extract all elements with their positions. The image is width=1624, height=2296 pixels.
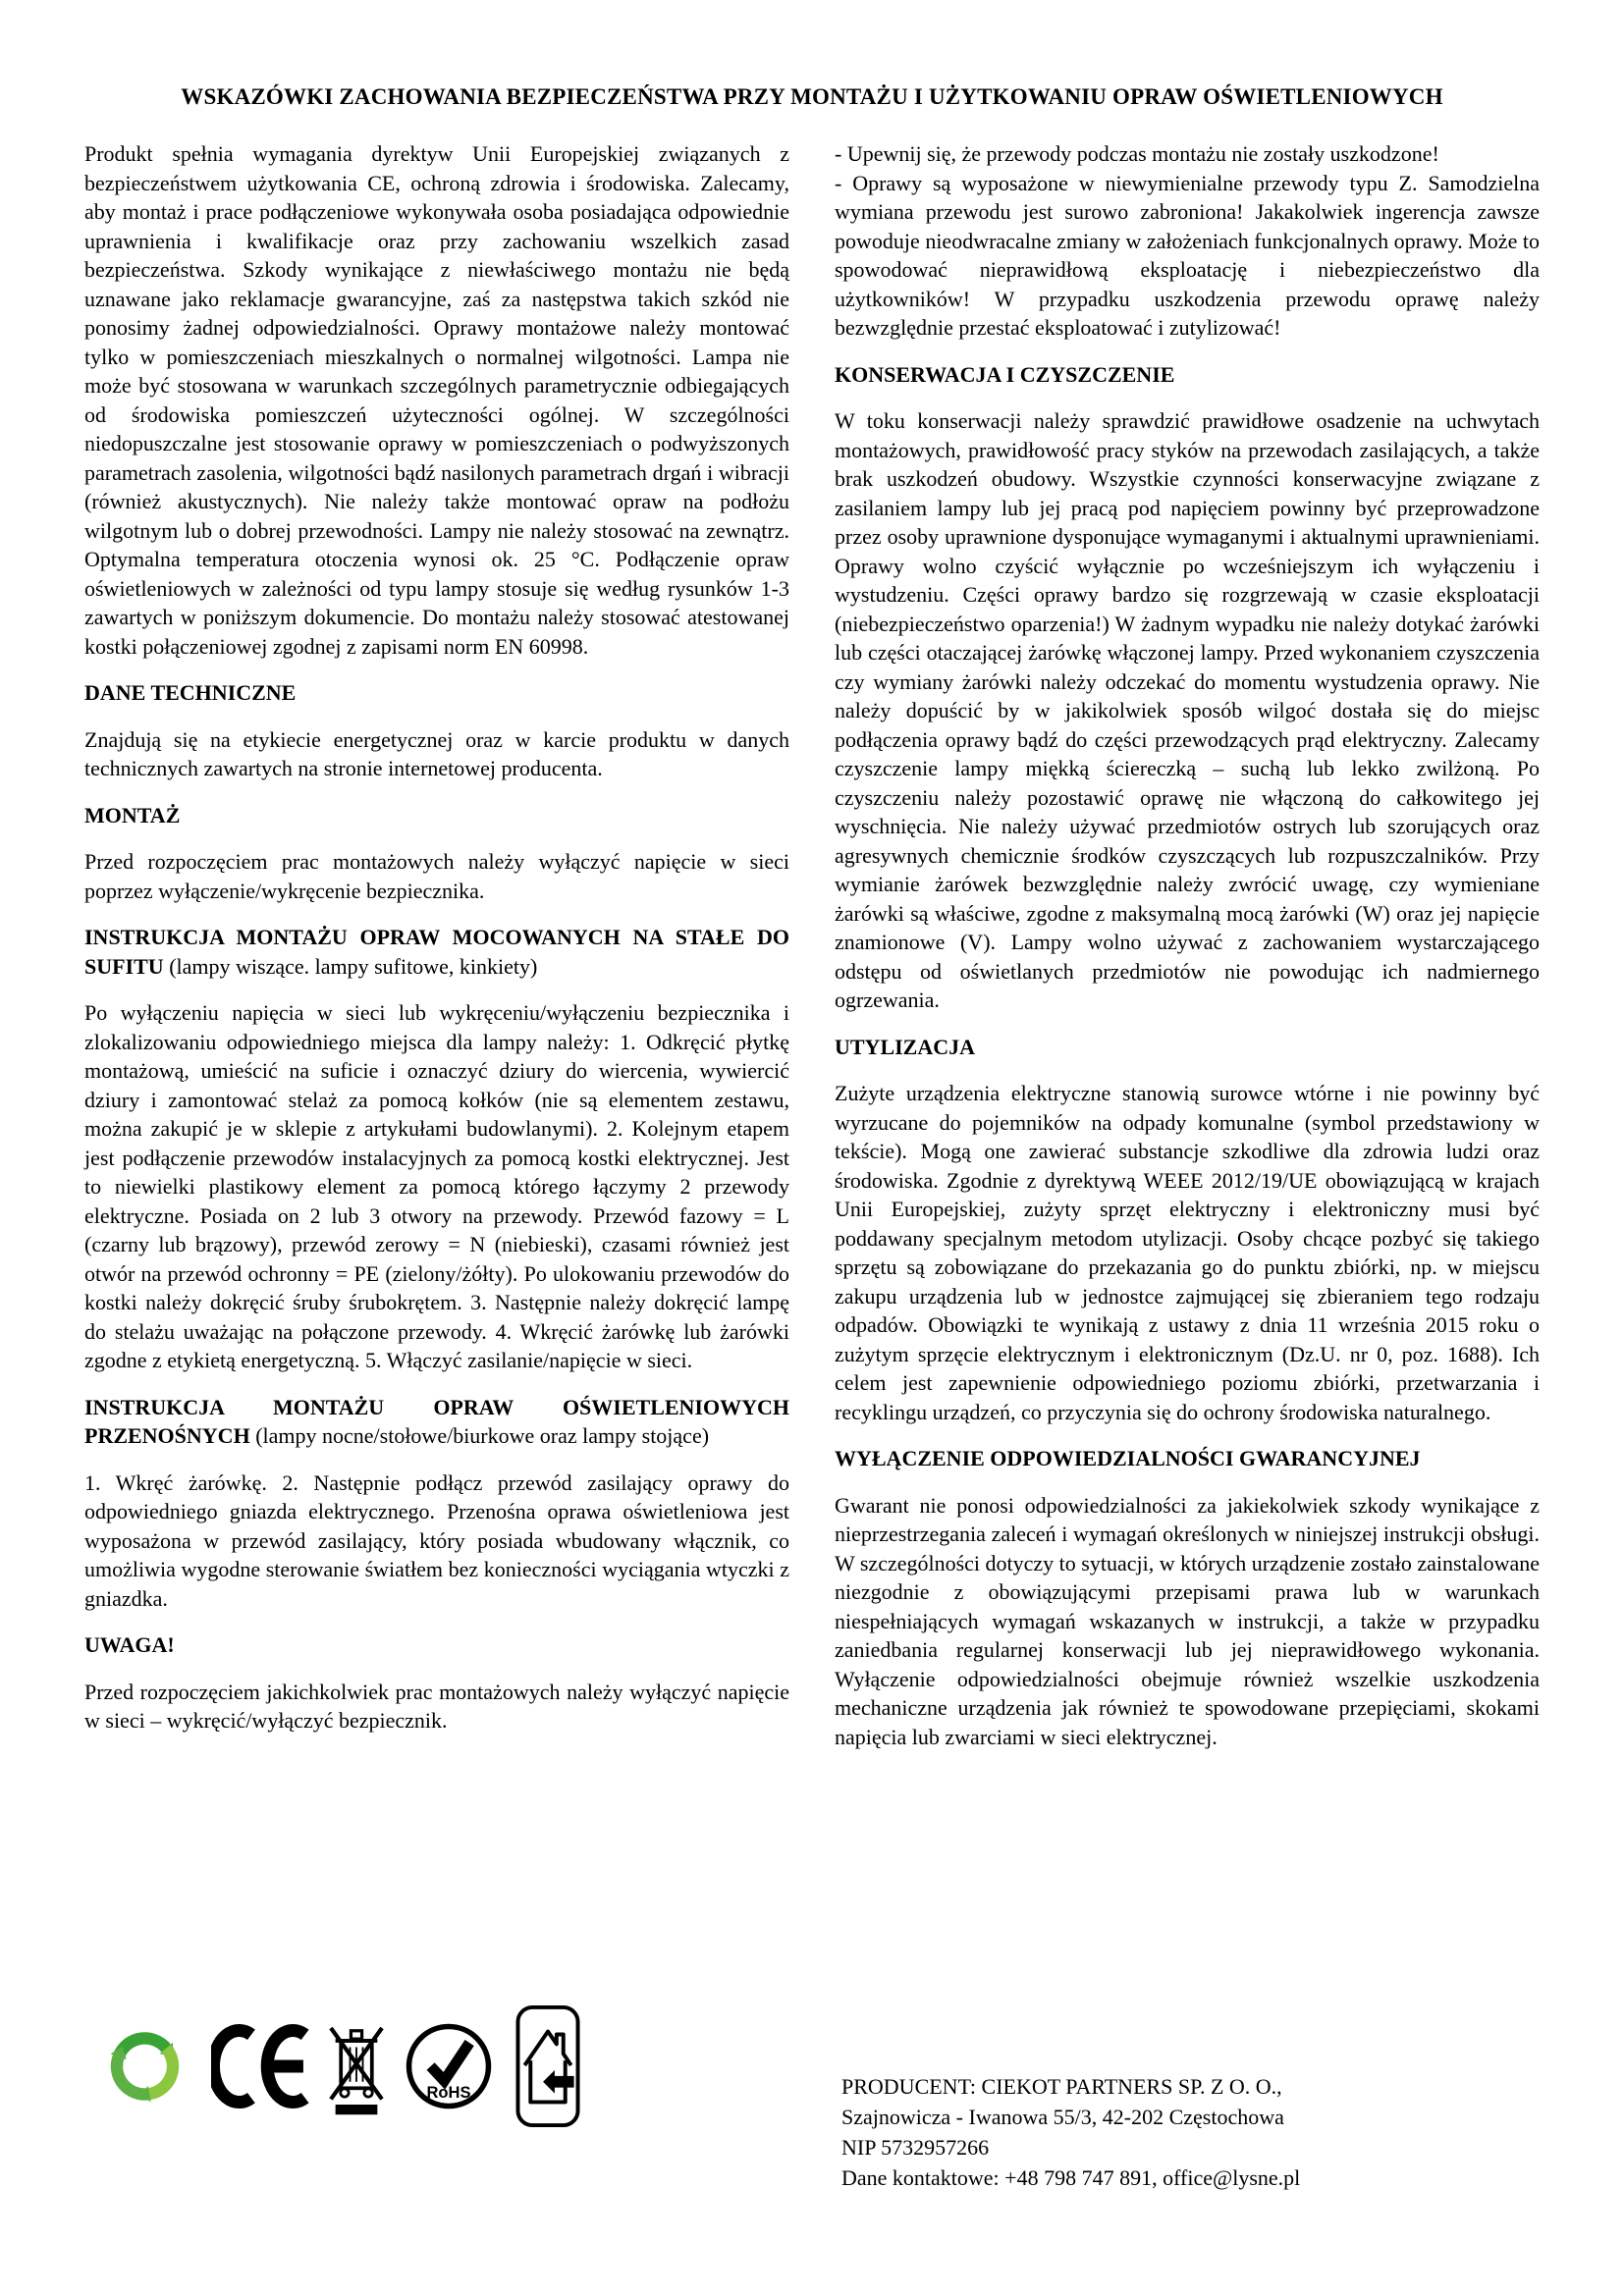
producer-block-wrapper: [841, 1995, 1540, 2193]
weee-crossed-bin-icon: [329, 2015, 384, 2117]
section-heading-przenosne-bold: INSTRUKCJA MONTAŻU OPRAW OŚWIETLENIOWYCH PRZENOŚNYCH: [84, 1394, 789, 1448]
section-heading-sufit-bold: INSTRUKCJA MONTAŻU OPRAW MOCOWANYCH NA STAŁE DO SUFITU: [84, 925, 789, 979]
producer-nip: NIP 5732957266: [841, 2135, 990, 2160]
section-heading-utylizacja: UTYLIZACJA: [835, 1034, 976, 1059]
sufit-paragraph: Po wyłączeniu napięcia w sieci lub wykręceniu/wyłączeniu bezpiecznika i zlokalizowaniu odpowiedniego miejsca dla lampy należy: 1. Odkręcić płytkę montażową, umieścić na suficie i oznaczyć dziury do wiercenia, wywiercić dziury i zamontować stelaż za pomocą kołków (nie są elementem zestawu, można zakupić je w sklepie z artykułami budowlanymi). 2. Kolejnym etapem jest podłączenie przewodów instalacyjnych za pomocą kostki elektrycznej. Jest to niewielki plastikowy element za pomocą którego łączymy 2 przewody elektryczne. Posiada on 2 lub 3 otwory na przewody. Przewód fazowy = L (czarny lub brązowy), przewód zerowy = N (niebieski), czasami również jest otwór na przewód ochronny = PE (zielony/żółty). Po ulokowaniu przewodów do kostki należy dokręcić śruby śrubokrętem. 3. Następnie należy dokręcić lampę do stelażu uważając na połączone przewody. 4. Wkręcić żarówkę lub żarówki zgodne z etykietą energetyczną. 5. Włączyć zasilanie/napięcie w sieci.: [84, 1000, 789, 1372]
ce-mark-icon: [211, 2022, 309, 2110]
rohs-label: RoHS: [426, 2082, 471, 2102]
producer-contact: Dane kontaktowe: +48 798 747 891, office@lysne.pl: [841, 2165, 1301, 2190]
gwarancja-paragraph: Gwarant nie ponosi odpowiedzialności za jakiekolwiek szkody wynikające z nieprzestrzegania zaleceń i wymagań określonych w niniejszej instrukcji obsługi. W szczególności dotyczy to sytuacji, w których urządzenie zostało zainstalowane niezgodnie z obowiązującymi przepisami prawa lub w warunkach niespełniających wymagań wskazanych w instrukcji, a także w przypadku zaniedbania regularnej konserwacji lub jej nieprawidłowego wykonania. Wyłączenie odpowiedzialności obejmuje również wszelkie uszkodzenia mechaniczne urządzenia jak również te spowodowane przepięciami, skokami napięcia lub zwarciami w sieci elektrycznej.: [835, 1492, 1540, 1749]
dane-techniczne-paragraph: Znajdują się na etykiecie energetycznej oraz w karcie produktu w danych technicznych zawartych na stronie internetowej producenta.: [84, 726, 789, 780]
producer-block: [841, 2071, 1540, 2193]
intro-paragraph: Produkt spełnia wymagania dyrektyw Unii Europejskiej związanych z bezpieczeństwem użytkowania CE, ochroną zdrowia i środowiska. Zalecamy, aby montaż i prace podłączeniowe wykonywała osoba posiadająca odpowiednie uprawnienia i kwalifikacje oraz przy zachowaniu wszelkich zasad bezpieczeństwa. Szkody wynikające z niewłaściwego montażu nie będą uznawane jako reklamacje gwarancyjne, zaś za następstwa takich szkód nie ponosimy żadnej odpowiedzialności. Oprawy montażowe należy montować tylko w pomieszczeniach mieszkalnych o normalnej wilgotności. Lampa nie może być stosowana w warunkach szczególnych parametrycznie odbiegających od środowiska pomieszczeń użyteczności ogólnej. W szczególności niedopuszczalne jest stosowanie oprawy w pomieszczeniach o podwyższonych parametrach zasolenia, wilgotności bądź nasilonych parametrach drgań i wibracji (również akustycznych). Nie należy także montować opraw na podłożu wilgotnym lub o dobrej przewodności. Lampy nie należy stosować na zewnątrz. Optymalna temperatura otoczenia wynosi ok. 25 °C. Podłączenie opraw oświetleniowych w zależności od typu lampy stosuje się według rysunków 1-3 zawartych w poniższym dokumencie. Do montażu należy stosować atestowanej kostki połączeniowej zgodnej z zapisami norm EN 60998.: [84, 141, 789, 659]
recycling-icon: [98, 2011, 191, 2121]
konserwacja-paragraph: W toku konserwacji należy sprawdzić prawidłowe osadzenie na uchwytach montażowych, prawidłowość pracy styków na przewodach zasilających, a także brak uszkodzeń obudowy. Wszystkie czynności konserwacyjne związane z zasilaniem lampy lub jej pracą pod napięciem powinny być przeprowadzone przez osoby uprawnione dysponujące wymaganymi i aktualnymi uprawnieniami. Oprawy wolno czyścić wyłącznie po wcześniejszym ich wyłączeniu i wystudzeniu. Części oprawy bardzo się rozgrzewają w czasie eksploatacji (niebezpieczeństwo oparzenia!) W żadnym wypadku nie należy dotykać żarówki lub części otaczającej żarówkę włączonej lampy. Przed wykonaniem czyszczenia czy wymiany żarówki należy odczekać do momentu wystudzenia oprawy. Nie należy dopuścić by w jakikolwiek sposób wilgoć dostała się do miejsc podłączenia oprawy bądź do części przewodzących prąd elektryczny. Zalecamy czyszczenie lampy miękką ściereczką – suchą lub lekko zwilżoną. Po czyszczeniu należy pozostawić oprawę nie włączoną do całkowitego jej wyschnięcia. Nie należy używać przedmiotów ostrych lub szorujących oraz agresywnych chemicznie środków czyszczących lub rozpuszczalników. Przy wymianie żarówek bezwzględnie należy zwrócić uwagę, czy wymieniane żarówki są właściwe, zgodne z maksymalną mocą żarówki (W) oraz jej napięcie znamionowe (V). Lampy wolno używać z zachowaniem wystarczającego odstępu od oświetlanych przedmiotów nie powodując ich nadmiernego ogrzewania.: [835, 408, 1540, 1012]
montaz-paragraph: Przed rozpoczęciem prac montażowych należy wyłączyć napięcie w sieci poprzez wyłączenie/wykręcenie bezpiecznika.: [84, 849, 789, 903]
footer: [84, 1995, 1540, 2193]
utylizacja-paragraph: Zużyte urządzenia elektryczne stanowią surowce wtórne i nie powinny być wyrzucane do pojemników na odpady komunalne (symbol przedstawiony w tekście). Mogą one zawierać substancje szkodliwe dla zdrowia ludzi oraz środowiska. Zgodnie z dyrektywą WEEE 2012/19/UE obowiązującą w krajach Unii Europejskiej, zużyty sprzęt elektryczny i elektroniczny musi być poddawany specjalnym metodom utylizacji. Osoby chcące pozbyć się takiego sprzętu są zobowiązane do przekazania go do punktu zbiórki, np. w miejscu zakupu urządzenia lub w jednostce zajmującej się zbieraniem tego rodzaju odpadów. Obowiązki te wynikają z ustawy z dnia 11 września 2015 roku o zużytym sprzęcie elektrycznym i elektronicznym (Dz.U. nr 0, poz. 1688). Ich celem jest zapewnienie odpowiedniego poziomu zbiórki, przetwarzania i recyklingu urządzeń, co przyczynia się do ochrony środowiska naturalnego.: [835, 1081, 1540, 1424]
section-heading-przenosne: [84, 1393, 789, 1451]
section-heading-montaz: MONTAŻ: [84, 802, 181, 828]
document-title: WSKAZÓWKI ZACHOWANIA BEZPIECZEŃSTWA PRZY MONTAŻU I UŻYTKOWANIU OPRAW OŚWIETLENIOWYCH: [181, 84, 1443, 109]
producer-address: Szajnowicza - Iwanowa 55/3, 42-202 Częstochowa: [841, 2105, 1284, 2129]
section-heading-uwaga: UWAGA!: [84, 1632, 175, 1657]
section-heading-przenosne-note: (lampy nocne/stołowe/biurkowe oraz lampy stojące): [249, 1423, 710, 1448]
section-heading-sufit: [84, 923, 789, 981]
section-heading-dane-techniczne: DANE TECHNICZNE: [84, 680, 297, 705]
right-column: [835, 139, 1540, 1769]
przenosne-paragraph: 1. Wkręć żarówkę. 2. Następnie podłącz przewód zasilający oprawy do odpowiedniego gniazda elektrycznego. Przenośna oprawa oświetleniowa jest wyposażona w przewód zasilający, który posiada wbudowany włącznik, co umożliwia wygodne sterowanie światłem bez konieczności wyciągania wtyczki z gniazdka.: [84, 1469, 789, 1611]
section-heading-sufit-note: (lampy wiszące. lampy sufitowe, kinkiety): [163, 953, 538, 979]
warning-bullet-2: - Oprawy są wyposażone w niewymienialne przewody typu Z. Samodzielna wymiana przewodu jest surowo zabroniona! Jakakolwiek ingerencja zawsze powoduje nieodwracalne zmiany w założeniach funkcjonalnych oprawy. Może to spowodować nieprawidłową eksploatację i niebezpieczeństwo dla użytkowników! W przypadku uszkodzenia przewodu oprawę należy bezwzględnie przestać eksploatować i zutylizować!: [835, 170, 1540, 340]
section-heading-konserwacja: KONSERWACJA I CZYSZCZENIE: [835, 361, 1175, 387]
warning-bullet-1: - Upewnij się, że przewody podczas montażu nie zostały uszkodzone!: [835, 141, 1439, 166]
rohs-check-icon: [404, 2021, 494, 2111]
uwaga-paragraph: Przed rozpoczęciem jakichkolwiek prac montażowych należy wyłączyć napięcie w sieci – wykręcić/wyłączyć bezpiecznik.: [84, 1679, 789, 1733]
producer-name: PRODUCENT: CIEKOT PARTNERS SP. Z O. O.,: [841, 2074, 1282, 2099]
section-heading-gwarancja: WYŁĄCZENIE ODPOWIEDZIALNOŚCI GWARANCYJNEJ: [835, 1446, 1421, 1470]
left-column: [84, 139, 789, 1769]
two-column-body: [84, 139, 1540, 1769]
certification-logos-row: [84, 1995, 796, 2137]
indoor-use-house-icon: [514, 2003, 582, 2129]
